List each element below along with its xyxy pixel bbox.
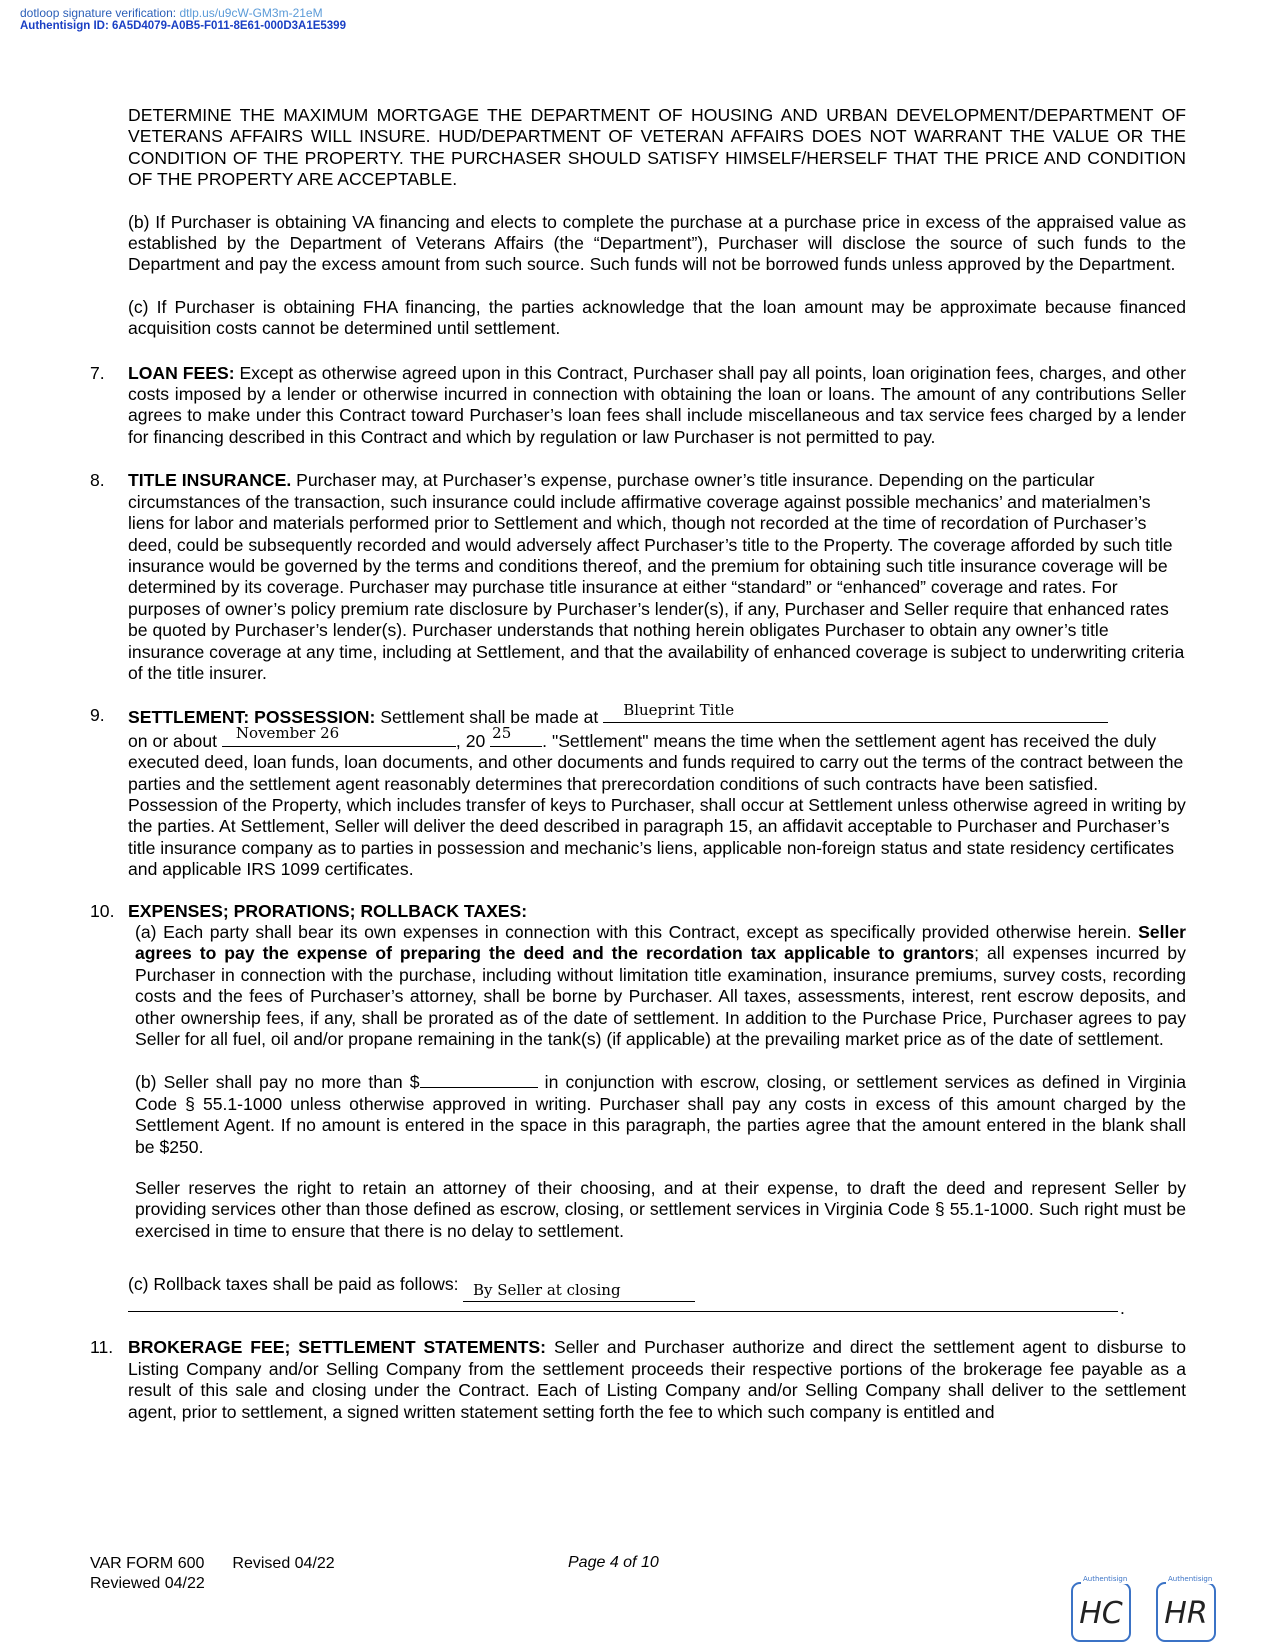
settlement-fee-field[interactable] xyxy=(420,1070,538,1088)
section-number: 7. xyxy=(90,362,105,383)
section-text: Purchaser may, at Purchaser’s expense, purchase owner’s title insurance. Depending on the particular circumstances of the transaction, such insurance could include affirmative coverage against possible mechanics’ and materialmen’s liens for labor and materials performed prior to Settlement and which, though not recorded at the time of recordation of Purchaser’s deed, could be subsequently recorded and would adversely affect Purchaser’s title to the Property. The coverage afforded by such title insurance would be governed by the terms and conditions thereof, and the premium for obtaining such title insurance coverage will be determined by its coverage. Purchaser may purchase title insurance at either “standard” or “enhanced” coverage and rates. For purposes of owner’s policy premium rate disclosure by Purchaser’s lender(s), if any, Purchaser and Seller require that enhanced rates be quoted by Purchaser’s lender(s). Purchaser understands that nothing herein obligates Purchaser to obtain any owner’s title insurance coverage at any time, including at Settlement, and that the availability of enhanced coverage is subject to underwriting criteria of the title insurer. xyxy=(128,470,1185,683)
authentisign-tag: Authentisign xyxy=(1168,1575,1213,1583)
section-text: Seller and Purchaser authorize and direct the settlement agent to disburse to Listing Company and/or Selling Company from the settlement proceeds their respective portions of the brokerage fee payable as a result of this sale and closing under the Contract. Each of Listing Company and/or Selling Company shall deliver to the settlement agent, prior to settlement, a signed written statement setting forth the fee to which such company is entitled and xyxy=(128,1337,1186,1422)
paragraph-10a: (a) Each party shall bear its own expenses in connection with this Contract, except as specifically provided otherwise herein. Seller agrees to pay the expense of preparing the deed and the recordation tax applicable to grantors; all expenses incurred by Purchaser in connection with the purchase, including without limitation title examination, insurance premiums, survey costs, recording costs and the fees of Purchaser’s attorney, shall be borne by Purchaser. All taxes, assessments, interest, rent escrow deposits, and other ownership fees, if any, shall be prorated as of the date of settlement. In addition to the Purchase Price, Purchaser agrees to pay Seller for all fuel, oil and/or propane remaining in the tank(s) (if applicable) at the prevailing market price as of the date of settlement. xyxy=(135,922,1186,1050)
section-8 xyxy=(0,470,1275,684)
year-prefix: , 20 xyxy=(455,730,486,751)
section-title: BROKERAGE FEE; SETTLEMENT STATEMENTS: xyxy=(128,1337,547,1358)
section-text: Except as otherwise agreed upon in this Contract, Purchaser shall pay all points, loan origination fees, charges, and other costs imposed by a lender or otherwise incurred in connection with obtaining the loan or loans. The amount of any contributions Seller agrees to make under this Contract toward Purchaser’s loan fees shall include miscellaneous and tax service fees charged by a lender for financing described in this Contract and which by regulation or law Purchaser is not permitted to pay. xyxy=(128,362,1186,447)
section-number: 10. xyxy=(90,900,115,921)
initials-box-hc[interactable] xyxy=(1071,1575,1131,1642)
page-number: Page 4 of 10 xyxy=(568,1554,659,1571)
dotloop-verification xyxy=(20,7,346,20)
authentisign-tag: Authentisign xyxy=(1083,1575,1128,1583)
section-10 xyxy=(0,901,1275,1321)
verification-link[interactable]: dtlp.us/u9cW-GM3m-21eM xyxy=(179,6,323,20)
section-7 xyxy=(0,363,1275,449)
initials-hc: HC xyxy=(1079,1596,1123,1631)
initials-box-hr[interactable] xyxy=(1156,1575,1216,1642)
settlement-date-value: November 26 xyxy=(235,724,340,743)
signature-header xyxy=(20,7,346,33)
mortgage-disclaimer: DETERMINE THE MAXIMUM MORTGAGE THE DEPARTMENT OF HOUSING AND URBAN DEVELOPMENT/DEPARTMENT OF VETERANS AFFAIRS WILL INSURE. HUD/DEPARTMENT OF VETERAN AFFAIRS DOES NOT WARRANT THE VALUE OR THE CONDITION OF THE PROPERTY. THE PURCHASER SHOULD SATISFY HIMSELF/HERSELF THAT THE PRICE AND CONDITION OF THE PROPERTY ARE ACCEPTABLE. xyxy=(128,105,1186,190)
section-title: SETTLEMENT: POSSESSION: xyxy=(128,707,376,728)
section-title: LOAN FEES: xyxy=(128,362,235,383)
section-title: TITLE INSURANCE. xyxy=(128,470,292,491)
on-about-label: on or about xyxy=(128,730,218,751)
section-11 xyxy=(0,1337,1275,1423)
reviewed-date: Reviewed 04/22 xyxy=(90,1575,205,1592)
settlement-year-field[interactable] xyxy=(490,724,542,747)
attorney-reservation: Seller reserves the right to retain an attorney of their choosing, and at their expense, to draft the deed and represent Seller by providing services other than those defined as escrow, closing, or settlement services in Virginia Code § 55.1-1000. Such right must be exercised in time to ensure that there is no delay to settlement. xyxy=(135,1178,1186,1241)
settlement-year-value: 25 xyxy=(492,724,512,743)
section-number: 9. xyxy=(90,705,105,726)
initials-hr: HR xyxy=(1164,1596,1208,1631)
document-body xyxy=(0,105,1275,1423)
section-9 xyxy=(0,700,1275,880)
authentisign-id: Authentisign ID: 6A5D4079-A0B5-F011-8E61-000D3A1E5399 xyxy=(20,20,346,32)
paragraph-6b: (b) If Purchaser is obtaining VA financing and elects to complete the purchase at a purchase price in excess of the appraised value as established by the Department of Veterans Affairs (the “Department”), Purchaser will disclose the source of such funds to the Department and pay the excess amount from such source. Such funds will not be borrowed funds unless approved by the Department. xyxy=(128,211,1186,275)
settlement-date-field[interactable] xyxy=(222,724,456,747)
rollback-value: By Seller at closing xyxy=(473,1280,621,1299)
section-number: 11. xyxy=(90,1337,114,1358)
paragraph-10b: (b) Seller shall pay no more than $ in conjunction with escrow, closing, or settlement services as defined in Virginia Code § 55.1-1000 unless otherwise approved in writing. Purchaser shall pay any costs in excess of this amount charged by the Settlement Agent. If no amount is entered in the space in this paragraph, the parties agree that the amount entered in the blank shall be $250. xyxy=(135,1072,1186,1157)
rollback-label: (c) Rollback taxes shall be paid as follows: xyxy=(128,1274,459,1295)
form-footer xyxy=(90,1554,335,1594)
form-id: VAR FORM 600 xyxy=(90,1555,205,1572)
rollback-line xyxy=(128,1311,1118,1312)
paragraph-10c: (c) Rollback taxes shall be paid as follows: By Seller at closing . xyxy=(128,1274,1125,1319)
revised-date: Revised 04/22 xyxy=(232,1555,335,1572)
paragraph-6c: (c) If Purchaser is obtaining FHA financing, the parties acknowledge that the loan amount may be approximate because financed acquisition costs cannot be determined until settlement. xyxy=(128,296,1186,339)
section-number: 8. xyxy=(90,470,105,491)
settlement-place-value: Blueprint Title xyxy=(623,700,735,719)
section-title: EXPENSES; PRORATIONS; ROLLBACK TAXES: xyxy=(128,900,528,921)
rollback-field[interactable] xyxy=(463,1280,695,1302)
settlement-lead: Settlement shall be made at xyxy=(375,707,599,728)
seller-deed-expense: Seller agrees to pay the expense of preparing the deed and the recordation tax applicable to grantors xyxy=(135,922,1186,964)
verification-label: dotloop signature verification: xyxy=(20,6,177,20)
settlement-place-field[interactable] xyxy=(603,700,1108,723)
section-text: . "Settlement" means the time when the settlement agent has received the duly executed deed, loan funds, loan documents, and other documents and funds required to carry out the terms of the contract between the parties and the settlement agent reasonably determines that prerecordation conditions of such contracts have been satisfied. Possession of the Property, which includes transfer of keys to Purchaser, shall occur at Settlement unless otherwise agreed in writing by the parties. At Settlement, Seller will deliver the deed described in paragraph 15, an affidavit acceptable to Purchaser and Purchaser’s title insurance company as to parties in possession and mechanic’s liens, applicable non-foreign status and state residency certificates and applicable IRS 1099 certificates. xyxy=(128,730,1186,880)
